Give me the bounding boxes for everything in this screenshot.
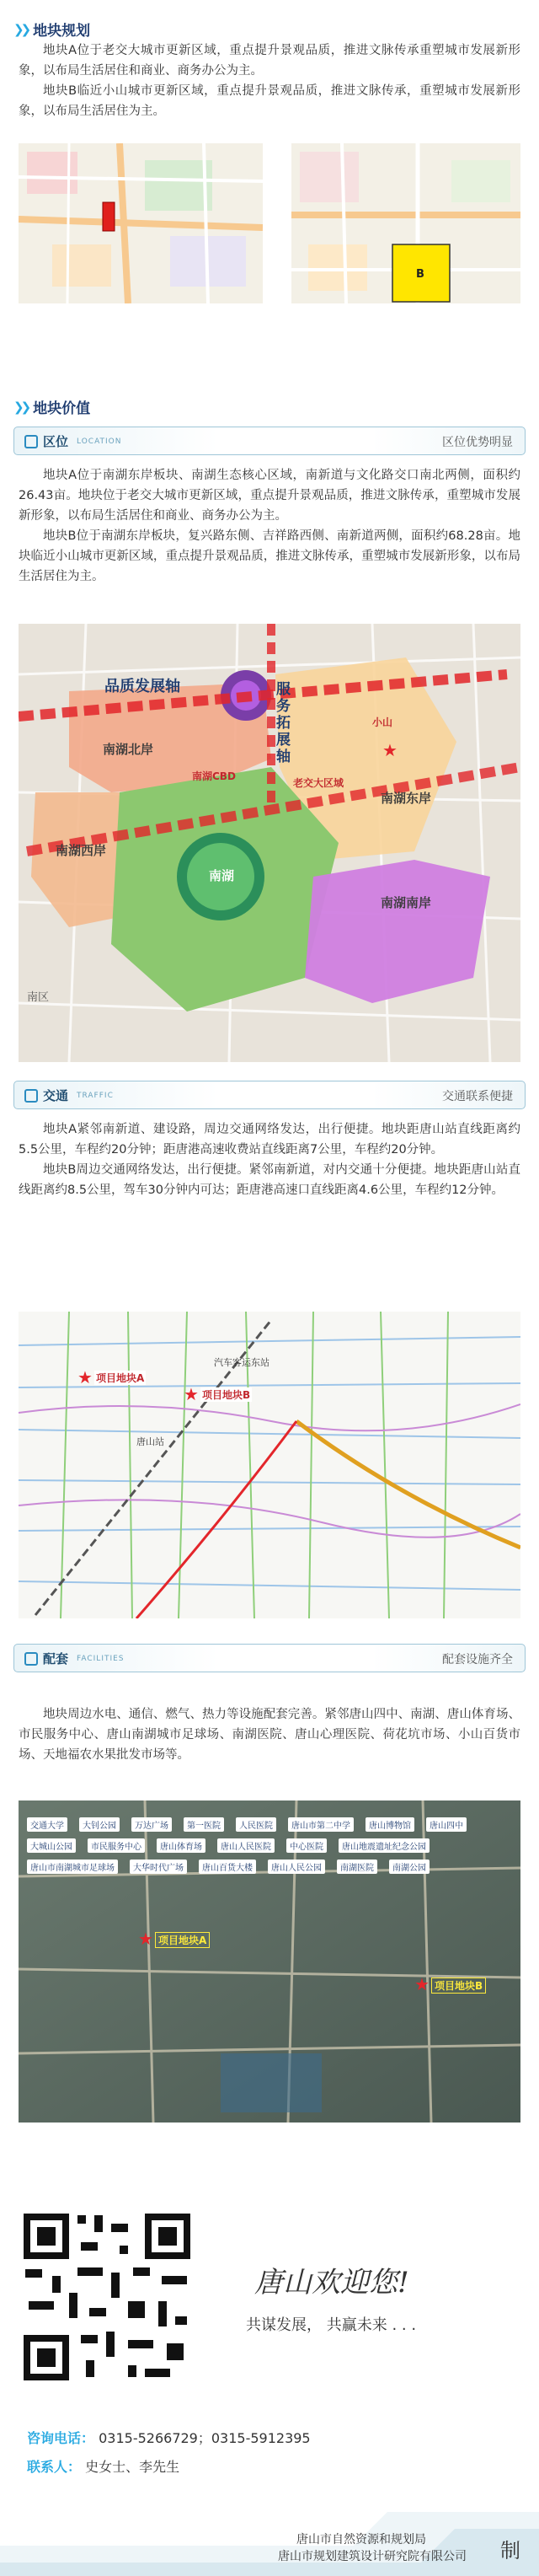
traffic-plot-b: 项目地块B (202, 1389, 251, 1401)
zone-nanhu-lake: 南湖 (209, 868, 235, 883)
poi-label: 唐山博物馆 (366, 1817, 414, 1832)
zone-axis-service: 服务拓展轴 (276, 681, 291, 765)
hotline-label: 咨询电话： (27, 2430, 95, 2446)
chevron-icon: ❯❯ (13, 399, 29, 415)
hotline-row (27, 2428, 311, 2447)
poi-label: 大华时代广场 (130, 1860, 187, 1874)
traffic-bus-station: 汽车客运东站 (214, 1357, 270, 1368)
plan-map-a-svg (19, 143, 263, 303)
traffic-icon (24, 1089, 38, 1103)
zone-nanhu-north: 南湖北岸 (103, 742, 154, 757)
poi-label: 大钊公园 (79, 1817, 120, 1832)
poi-label: 唐山体育场 (157, 1838, 205, 1853)
location-label (24, 432, 122, 450)
org-2: 唐山市规划建筑设计研究院有限公司 (278, 2550, 467, 2563)
zone-axis-quality: 品质发展轴 (104, 678, 180, 695)
traffic-summary: 交通联系便捷 (442, 1090, 513, 1103)
facilities-plot-a: 项目地块A (155, 1932, 210, 1948)
zone-nanqu: 南区 (27, 991, 50, 1004)
facilities-label-en: FACILITIES (77, 1654, 125, 1663)
poi-label: 南湖医院 (337, 1860, 377, 1874)
facilities-label (24, 1650, 125, 1667)
zone-west-bank: 南湖西岸 (56, 843, 107, 858)
traffic-para-a: 地块A紧邻南新道、建设路，周边交通网络发达，出行便捷。地块距唐山站直线距离约5.5公里，车程约20分钟；距唐港高速收费站直线距离7公里，车程约20分钟。 (19, 1123, 520, 1157)
location-para-a: 地块A位于南湖东岸板块、南湖生态核心区域，南新道与文化路交口南北两侧，面积约26.43亩。地块位于老交大城市更新区域，重点提升景观品质，推进文脉传承，重塑城市发展新形象，以布局生活居住和商业、商务办公为主。 (19, 469, 520, 523)
star-icon: ★ (77, 1367, 93, 1387)
traffic-plot-a: 项目地块A (96, 1372, 145, 1384)
facilities-icon (24, 1652, 38, 1666)
zone-map (19, 624, 520, 1062)
traffic-map (19, 1312, 520, 1618)
zone-xiaoshan: 小山 (372, 716, 393, 728)
poi-label: 第一医院 (184, 1817, 224, 1832)
zone-cbd: 南湖CBD (192, 770, 236, 782)
traffic-tangshan-station: 唐山站 (136, 1436, 164, 1447)
zone-laojiaoda: 老交大区域 (293, 777, 344, 789)
plan-para-b: 地块B临近小山城市更新区域，重点提升景观品质，推进文脉传承，重塑城市发展新形象，以布局生活居住为主。 (19, 84, 520, 118)
location-panel-header (13, 427, 526, 455)
poi-label: 南湖公园 (389, 1860, 430, 1874)
plot-b-label: B (416, 268, 424, 281)
poi-label: 唐山人民公园 (268, 1860, 325, 1874)
traffic-label-text: 交通 (43, 1088, 69, 1103)
poi-label: 唐山市南湖城市足球场 (27, 1860, 118, 1874)
footer-band (0, 2512, 539, 2576)
star-icon: ★ (414, 1974, 430, 1994)
facilities-label-text: 配套 (43, 1651, 69, 1666)
org-1: 唐山市自然资源和规划局 (296, 2533, 426, 2546)
facilities-para: 地块周边水电、通信、燃气、热力等设施配套完善。紧邻唐山四中、南湖、唐山体育场、市民服务中心、唐山南湖城市足球场、南湖医院、唐山心理医院、荷花坑市场、小山百货市场、天地福农水果批发市场等。 (19, 1708, 520, 1762)
poi-label: 唐山市第二中学 (288, 1817, 354, 1832)
poi-label: 市民服务中心 (88, 1838, 145, 1853)
star-icon: ★ (184, 1384, 199, 1404)
hotline-value[interactable]: 0315-5266729；0315-5912395 (99, 2430, 311, 2446)
facilities-plot-b: 项目地块B (431, 1978, 486, 1994)
contact-value: 史女士、李先生 (85, 2459, 180, 2475)
value-title: 地块价值 (33, 400, 91, 417)
plan-map-a (19, 143, 263, 303)
slogan-text: 共谋发展， 共赢未来 . . . (246, 2316, 417, 2334)
traffic-label (24, 1087, 114, 1104)
plan-map-b (291, 143, 520, 303)
traffic-para-b: 地块B周边交通网络发达，出行便捷。紧邻南新道，对内交通十分便捷。地块距唐山站直线距离约8.5公里，驾车30分钟内可达；距唐港高速口直线距离4.6公里，车程约12分钟。 (19, 1163, 520, 1197)
plan-title: 地块规划 (33, 23, 91, 40)
footer-band-svg (0, 2512, 539, 2576)
facilities-text (19, 1704, 520, 1765)
poi-label: 万达广场 (131, 1817, 172, 1832)
location-icon (24, 435, 38, 448)
poi-label: 大城山公园 (27, 1838, 76, 1853)
location-para-b: 地块B位于南湖东岸板块，复兴路东侧、吉祥路西侧、南新道两侧，面积约68.28亩。地块临近小山城市更新区域，重点提升景观品质，推进文脉传承，重塑城市发展新形象，以布局生活居住为主。 (19, 529, 520, 583)
traffic-map-svg (19, 1312, 520, 1618)
location-summary: 区位优势明显 (442, 436, 513, 449)
qr-code-svg (19, 2208, 195, 2385)
poi-label: 唐山百货大楼 (199, 1860, 256, 1874)
star-icon: ★ (382, 740, 398, 760)
contact-row (27, 2456, 179, 2476)
traffic-panel-header (13, 1081, 526, 1109)
traffic-text (19, 1119, 520, 1200)
facilities-map (19, 1801, 520, 2123)
qr-code[interactable] (19, 2208, 195, 2385)
poi-label: 中心医院 (286, 1838, 327, 1853)
poi-label: 交通大学 (27, 1817, 67, 1832)
welcome-block (221, 2208, 520, 2385)
poi-label: 唐山四中 (426, 1817, 467, 1832)
plan-map-b-svg (291, 143, 520, 303)
contact-label: 联系人： (27, 2459, 82, 2475)
section-title-plan (13, 19, 90, 40)
poi-label: 唐山地震遗址纪念公园 (339, 1838, 430, 1853)
plan-para-a: 地块A位于老交大城市更新区域，重点提升景观品质，推进文脉传承重塑城市发展新形象，以布局生活居住和商业、商务办公为主。 (19, 44, 520, 78)
facilities-panel-header (13, 1644, 526, 1672)
plan-text (19, 40, 520, 121)
zone-south-bank: 南湖南岸 (381, 895, 432, 910)
location-label-text: 区位 (43, 434, 69, 449)
star-icon: ★ (138, 1929, 153, 1949)
location-label-en: LOCATION (77, 437, 122, 446)
zone-east-bank: 南湖东岸 (381, 791, 432, 806)
facilities-poi-list (27, 1817, 512, 2104)
traffic-label-en: TRAFFIC (77, 1091, 114, 1100)
location-text (19, 465, 520, 587)
welcome-text: 唐山欢迎您! (254, 2266, 409, 2300)
poi-label: 人民医院 (236, 1817, 276, 1832)
poi-label: 唐山人民医院 (217, 1838, 275, 1853)
chevron-icon: ❯❯ (13, 21, 29, 37)
section-title-value (13, 396, 90, 417)
facilities-summary: 配套设施齐全 (442, 1653, 513, 1666)
made-by: 制 (500, 2539, 520, 2563)
